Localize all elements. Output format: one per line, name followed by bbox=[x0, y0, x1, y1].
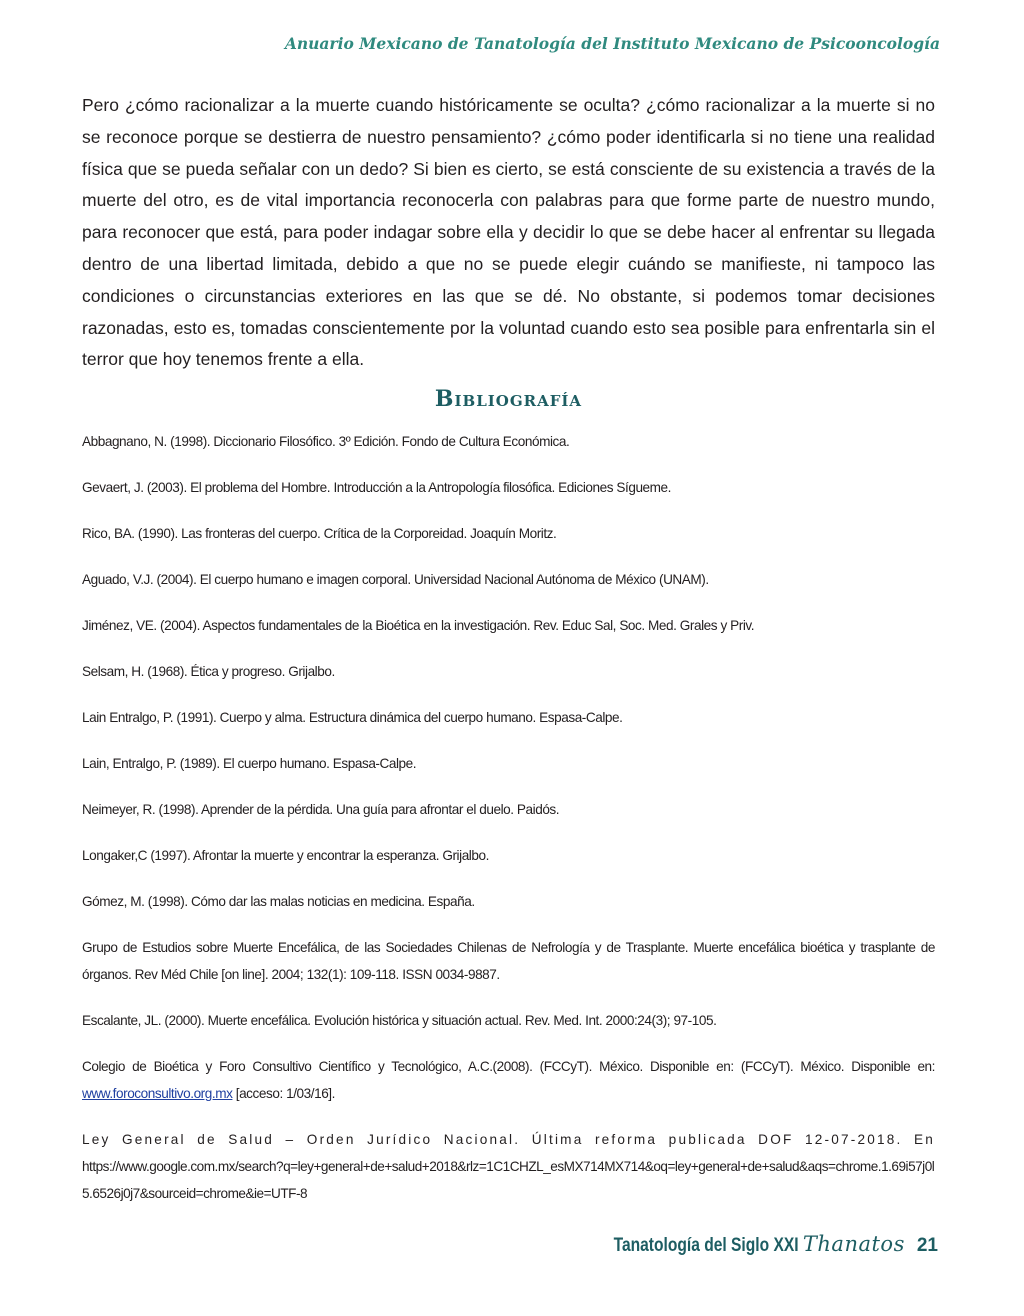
page-number: 21 bbox=[916, 1235, 938, 1256]
reference-list bbox=[82, 428, 935, 1199]
reference-item: Rico, BA. (1990). Las fronteras del cuerpo. Crítica de la Corporeidad. Joaquín Moritz. bbox=[82, 526, 557, 541]
reference-item: Abbagnano, N. (1998). Diccionario Filosófico. 3º Edición. Fondo de Cultura Económica. bbox=[82, 434, 570, 449]
body-paragraph: Pero ¿cómo racionalizar a la muerte cuando históricamente se oculta? ¿cómo racionalizar a la muerte si no se reconoce porque se destierra de nuestro pensamiento? ¿cómo poder identificarla si no tiene una realidad física que se pueda señalar con un dedo? Si bien es cierto, se está consciente de su existencia a través de la muerte del otro, es de vital importancia reconocerla con palabras para que forme parte de nuestro mundo, para reconocer que está, para poder indagar sobre ella y decidir lo que se debe hacer al enfrentar su llegada dentro de una libertad limitada, debido a que no se puede elegir cuándo se manifieste, ni tampoco las condiciones o circunstancias exteriores en las que se dé. No obstante, si podemos tomar decisiones razonadas, esto es, tomadas conscientemente por la voluntad cuando esto sea posible para enfrentarla sin el terror que hoy tenemos frente a ella. bbox=[82, 95, 935, 370]
reference-item-colegio bbox=[82, 1053, 935, 1126]
foroconsultivo-link[interactable]: www.foroconsultivo.org.mx bbox=[82, 1086, 233, 1101]
page-footer bbox=[573, 1232, 938, 1257]
reference-item: Gevaert, J. (2003). El problema del Hombre. Introducción a la Antropología filosófica. Ediciones Sígueme. bbox=[82, 480, 671, 495]
reference-item: Longaker,C (1997). Afrontar la muerte y encontrar la esperanza. Grijalbo. bbox=[82, 848, 489, 863]
reference-item-ley bbox=[82, 1126, 935, 1199]
reference-item: Neimeyer, R. (1998). Aprender de la pérdida. Una guía para afrontar el duelo. Paidós. bbox=[82, 802, 560, 817]
reference-item: Gómez, M. (1998). Cómo dar las malas noticias en medicina. España. bbox=[82, 894, 475, 909]
reference-item: Escalante, JL. (2000). Muerte encefálica. Evolución histórica y situación actual. Rev. Med. Int. 2000:24(3); 97-105. bbox=[82, 1013, 717, 1028]
reference-item: Grupo de Estudios sobre Muerte Encefálica, de las Sociedades Chilenas de Nefrología y de Trasplante. Muerte encefálica bioética y trasplante de órganos. Rev Méd Chile [on line]. 2004; 132(1): 109-118. ISSN 0034-9887. bbox=[82, 940, 935, 982]
thanatos-logo: Thanatos bbox=[802, 1232, 905, 1256]
reference-item: Selsam, H. (1968). Ética y progreso. Grijalbo. bbox=[82, 664, 335, 679]
reference-url: https://www.google.com.mx/search?q=ley+general+de+salud+2018&rlz=1C1CHZL_esMX714MX714&oq=ley+general+de+salud&aqs=chrome.1.69i57j0l5.6526j0j7&sourceid=chrome&ie=UTF-8 bbox=[82, 1159, 935, 1201]
reference-access-date: [acceso: 1/03/16]. bbox=[232, 1086, 335, 1101]
footer-title: Tanatología del Siglo XXI bbox=[613, 1235, 799, 1256]
reference-item: Lain Entralgo, P. (1991). Cuerpo y alma. Estructura dinámica del cuerpo humano. Espasa-Calpe. bbox=[82, 710, 623, 725]
reference-item: Lain, Entralgo, P. (1989). El cuerpo humano. Espasa-Calpe. bbox=[82, 756, 417, 771]
bibliography-heading: Bibliografía bbox=[434, 386, 583, 412]
running-header: Anuario Mexicano de Tanatología del Instituto Mexicano de Psicooncología bbox=[284, 34, 940, 53]
reference-item: Jiménez, VE. (2004). Aspectos fundamentales de la Bioética en la investigación. Rev. Educ Sal, Soc. Med. Grales y Priv. bbox=[82, 618, 755, 633]
reference-item: Aguado, V.J. (2004). El cuerpo humano e imagen corporal. Universidad Nacional Autónoma de México (UNAM). bbox=[82, 572, 709, 587]
reference-title-line: Ley General de Salud – Orden Jurídico Nacional. Última reforma publicada DOF 12-07-2018. En bbox=[82, 1132, 935, 1147]
reference-text: Colegio de Bioética y Foro Consultivo Científico y Tecnológico, A.C.(2008). (FCCyT). México. Disponible en: (FCCyT). México. Disponible en: bbox=[82, 1059, 935, 1074]
